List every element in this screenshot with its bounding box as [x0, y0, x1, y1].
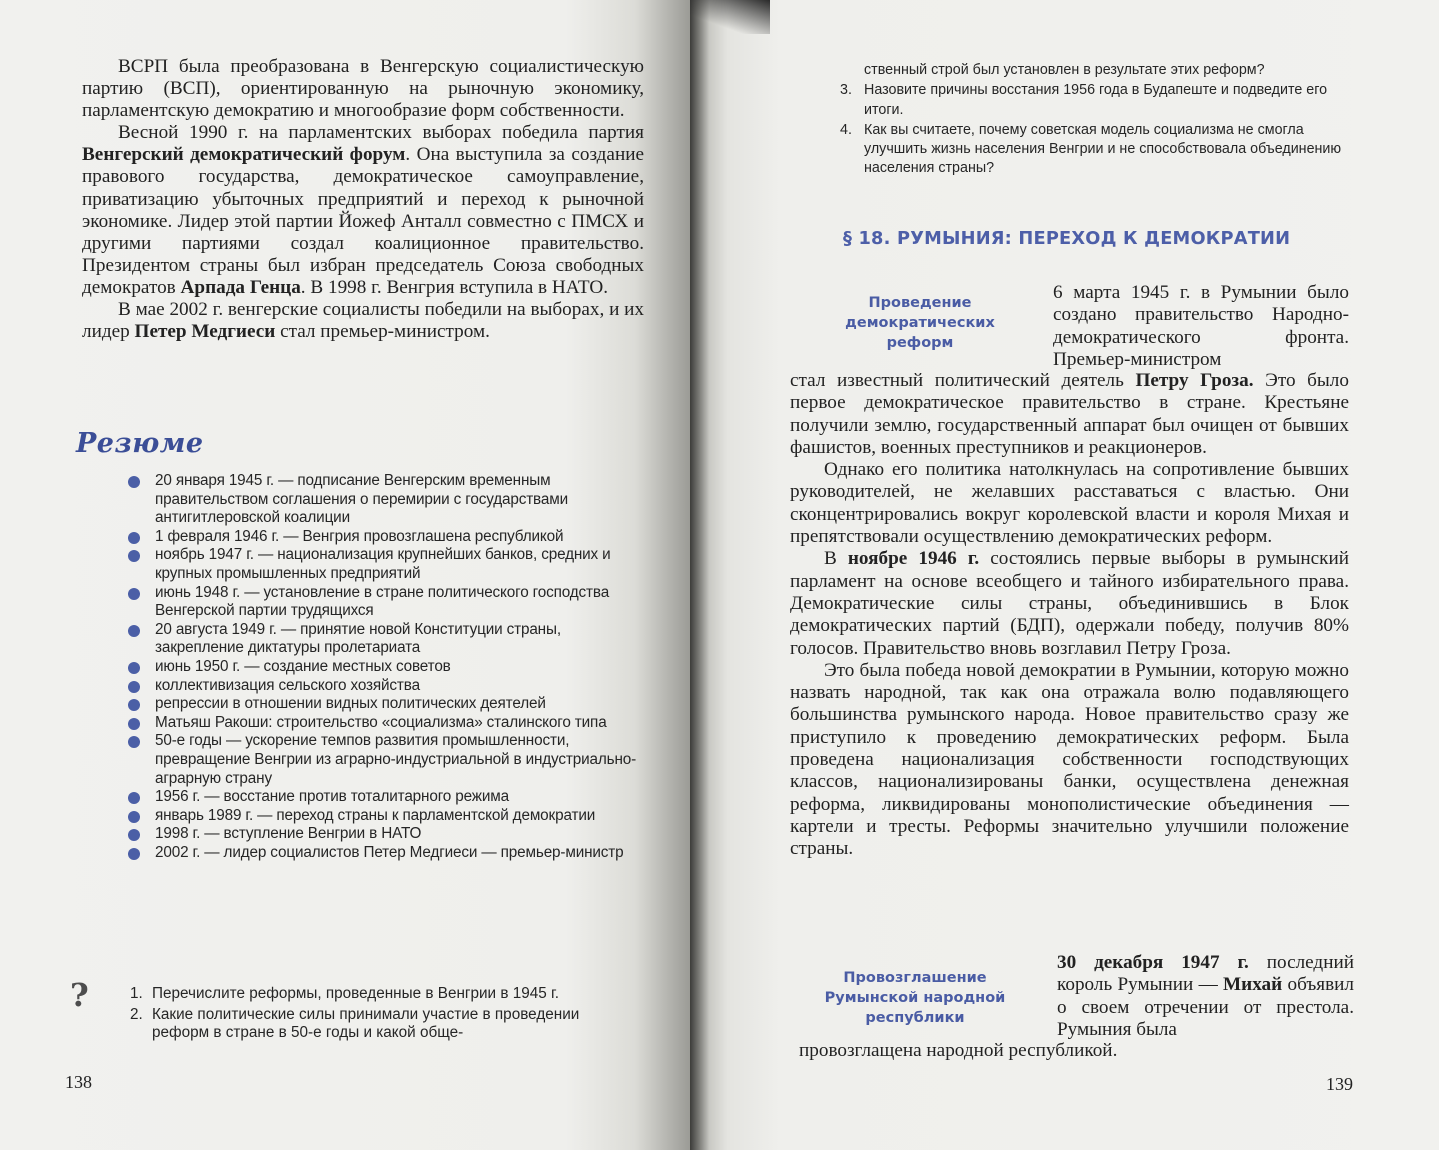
- paragraph: [82, 56, 644, 122]
- questions-list-left: [130, 985, 638, 1045]
- resume-item: [128, 621, 640, 658]
- text-run: последний король Румынии —: [1057, 952, 1355, 996]
- resume-item-text: 2002 г. — лидер социалистов Петер Медгиеси — премьер-министр: [155, 843, 624, 861]
- bullet-icon: [128, 718, 140, 730]
- question-item: [130, 1006, 638, 1043]
- bullet-icon: [128, 811, 140, 823]
- paragraph-narrow-2: [1057, 952, 1354, 1041]
- section-title: § 18. РУМЫНИЯ: ПЕРЕХОД К ДЕМОКРАТИИ: [843, 228, 1291, 249]
- bullet-icon: [128, 532, 140, 544]
- resume-item-text: репрессии в отношении видных политических деятелей: [155, 695, 546, 713]
- bold-term: 30 декабря 1947 г.: [1057, 952, 1249, 973]
- resume-item-text: 1998 г. — вступление Венгрии в НАТО: [155, 825, 422, 843]
- question-text: ственный строй был установлен в результате этих реформ?: [864, 62, 1265, 78]
- resume-item: [128, 732, 640, 788]
- resume-item-text: 20 августа 1949 г. — принятие новой Конституции страны, закрепление диктатуры пролетариата: [155, 620, 561, 657]
- paragraph: [790, 459, 1349, 548]
- resume-item-text: ноябрь 1947 г. — национализация крупнейших банков, средних и крупных промышленных предприятий: [155, 546, 611, 582]
- bullet-icon: [128, 736, 140, 748]
- question-item: [130, 985, 638, 1004]
- bullet-icon: [128, 829, 140, 841]
- text-run: ВСРП была преобразована в Венгерскую социалистическую партию (ВСП), ориентированную на рыночную экономику, парламентскую демократию и многообразие форм собственности.: [82, 56, 644, 122]
- bullet-icon: [128, 550, 140, 562]
- question-item: [840, 121, 1352, 179]
- text-run: Весной 1990 г. на парламентских выборах победила партия: [118, 122, 644, 144]
- resume-item: [128, 528, 640, 547]
- resume-item: [128, 807, 640, 826]
- resume-item: [128, 584, 640, 621]
- resume-item: [128, 788, 640, 807]
- question-number: 2.: [130, 1005, 143, 1023]
- resume-item-text: июнь 1950 г. — создание местных советов: [155, 657, 451, 675]
- question-item: [840, 61, 1352, 80]
- last-line-text: провозглащена народной республикой.: [799, 1040, 1118, 1061]
- question-number: 1.: [130, 985, 143, 1002]
- text-run: Это была победа новой демократии в Румынии, которую можно назвать народной, так как она отражала волю подавляющего большинства румынского народа. Новое правительство сразу же приступило к проведению демократических реформ. Была проведена национализация собственности господствующих классов, национализированы банки, осуществлена денежная реформа, ликвидированы монополистические объединения — картели и тресты. Реформы значительно улучшили положение страны.: [790, 659, 1349, 860]
- bullet-icon: [128, 662, 140, 674]
- bullet-icon: [128, 625, 140, 637]
- paragraph: [82, 122, 644, 299]
- resume-item: [128, 677, 640, 696]
- resume-item: [128, 695, 640, 714]
- bold-term: Петру Гроза.: [1135, 370, 1254, 391]
- side-heading-reforms: Проведение демократических реформ: [845, 295, 995, 351]
- question-number: 4.: [840, 121, 852, 138]
- bullet-icon: [128, 848, 140, 860]
- resume-item-text: Матьяш Ракоши: строительство «социализма» сталинского типа: [155, 713, 607, 731]
- bullet-icon: [128, 792, 140, 804]
- left-page: [0, 0, 690, 1150]
- paragraph: [790, 370, 1349, 459]
- text-run: состоялись первые выборы в румынский парламент на основе всеобщего и тайного избирательного права. Демократические силы страны, объединившись в Блок демократических партий (БДП), одержали победу, получив 80% голосов. Правительство вновь возглавил Петру Гроза.: [790, 548, 1349, 659]
- page-number-left: 138: [65, 1072, 92, 1092]
- paragraphs-main: [790, 370, 1349, 861]
- bold-term: Петер Медгиеси: [134, 321, 276, 343]
- bullet-icon: [128, 699, 140, 711]
- paragraph-narrow-1: [1053, 282, 1349, 371]
- paragraph: [1057, 952, 1354, 1041]
- left-page-body: [82, 56, 644, 343]
- paragraph: [790, 548, 1349, 659]
- resume-item-text: июнь 1948 г. — установление в стране политического господства Венгерской партии трудящихся: [155, 583, 610, 620]
- text-run: . Она выступила за создание правового государства, демократическое самоуправление, приватизацию убыточных предприятий и переход к рыночной экономике. Лидер этой партии Йожеф Анталл совместно с ПМСХ и другими партиями создал коалиционное правительство. Президентом страны был избран председатель Союза свободных демократов: [82, 144, 645, 298]
- question-text: Как вы считаете, почему советская модель социализма не смогла улучшить жизнь населения Венгрии и не способствовала объединению населения страны?: [864, 121, 1342, 177]
- bullet-icon: [128, 588, 140, 600]
- resume-item: [128, 472, 640, 528]
- text-run: В: [824, 548, 848, 570]
- resume-item-text: 50-е годы — ускорение темпов развития промышленности, превращение Венгрии из аграрно-индустриальной в индустриально-аграрную страну: [155, 732, 637, 787]
- question-text: Перечислите реформы, проведенные в Венгрии в 1945 г.: [152, 985, 559, 1002]
- text-run: 6 марта 1945 г. в Румынии было создано правительство Народно-демократического фронта. Премьер-министром: [1053, 282, 1349, 370]
- resume-item: [128, 844, 640, 863]
- paragraph: [1053, 282, 1349, 371]
- questions-list-right: [840, 61, 1352, 180]
- resume-item-text: январь 1989 г. — переход страны к парламентской демократии: [155, 806, 596, 824]
- resume-list: [128, 472, 640, 862]
- bullet-icon: [128, 681, 140, 693]
- bold-term: Михай: [1223, 974, 1283, 996]
- resume-item-text: 1956 г. — восстание против тоталитарного режима: [155, 788, 509, 806]
- question-mark-icon: ?: [70, 976, 89, 1014]
- question-text: Какие политические силы принимали участие в проведении реформ в стране в 50-е годы и какой обще-: [152, 1005, 580, 1041]
- text-run: . В 1998 г. Венгрия вступила в НАТО.: [300, 276, 609, 298]
- side-heading-republic: Провозглашение Румынской народной республики: [824, 970, 1006, 1026]
- resume-item-text: 1 февраля 1946 г. — Венгрия провозглашена республикой: [155, 527, 564, 545]
- text-run: стал известный политический деятель: [790, 370, 1136, 391]
- question-text: Назовите причины восстания 1956 года в Будапеште и подведите его итоги.: [864, 82, 1328, 118]
- resume-item: [128, 714, 640, 733]
- bold-term: Арпада Генца: [180, 276, 301, 298]
- resume-item: [128, 825, 640, 844]
- resume-title: Резюме: [76, 428, 204, 459]
- bullet-icon: [128, 476, 140, 488]
- paragraph-last-line: [799, 1040, 1359, 1062]
- resume-item: [128, 658, 640, 677]
- paragraph: [82, 299, 644, 343]
- bold-term: ноябре 1946 г.: [847, 548, 980, 570]
- question-number: 3.: [840, 82, 852, 99]
- resume-item: [128, 546, 640, 583]
- text-run: В мае 2002 г. венгерские социалисты победили на выборах, и их лидер: [82, 299, 644, 343]
- question-item: [840, 81, 1352, 120]
- text-run: Однако его политика натолкнулась на сопротивление бывших руководителей, не желавших расставаться с властью. Они сконцентрировались вокруг королевской власти и короля Михая и препятствовали осуществлению демократических реформ.: [790, 459, 1349, 548]
- resume-item-text: 20 января 1945 г. — подписание Венгерским временным правительством соглашения о перемирии с государствами антигитлеровской коалиции: [155, 472, 568, 527]
- page-number-right: 139: [1326, 1074, 1353, 1094]
- resume-item-text: коллективизация сельского хозяйства: [155, 676, 420, 694]
- text-run: объявил о своем отречении от престола. Румыния была: [1057, 974, 1354, 1040]
- text-run: стал премьер-министром.: [275, 321, 490, 343]
- paragraph: [790, 660, 1349, 861]
- text-run: Это было первое демократическое правительство в стране. Крестьяне получили землю, государственный аппарат был очищен от бывших фашистов, военных преступников и реакционеров.: [790, 370, 1349, 458]
- binding-shadow: [690, 0, 770, 34]
- bold-term: Венгерский демократический форум: [82, 144, 406, 166]
